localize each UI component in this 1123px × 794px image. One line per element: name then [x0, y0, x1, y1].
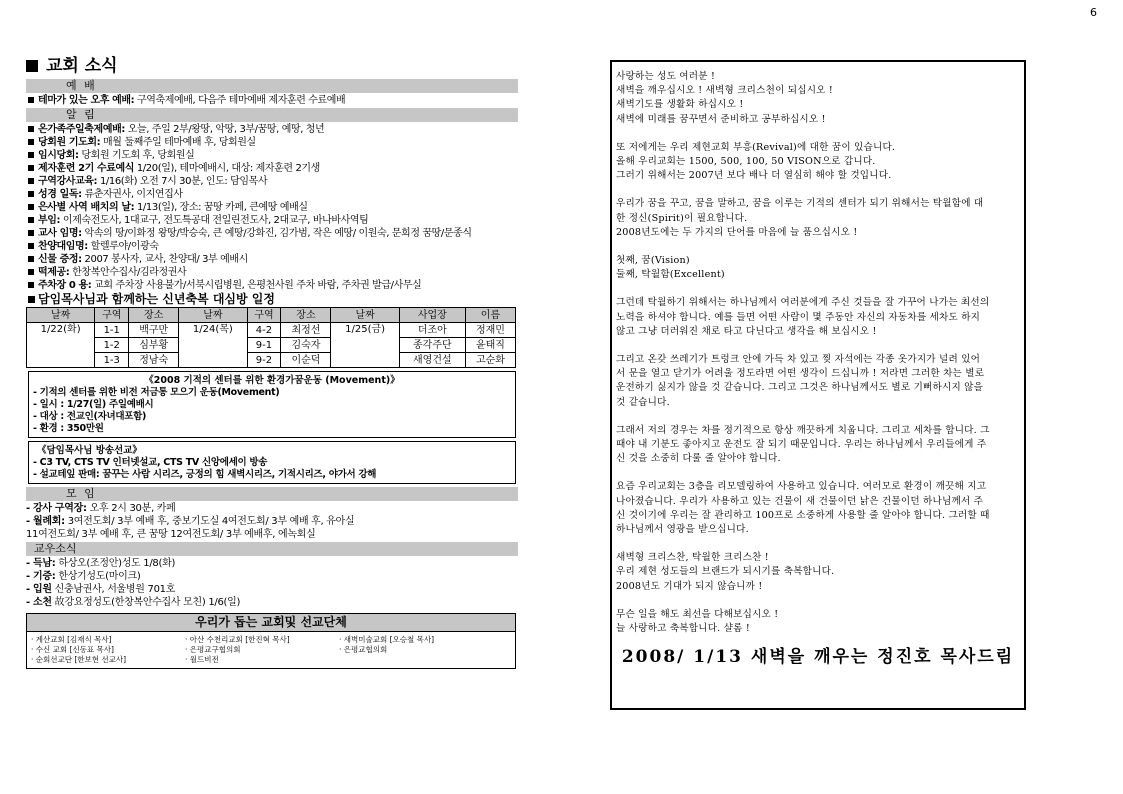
item-key: 구역강사교육:	[38, 176, 98, 187]
letter-line: 첫째, 꿈(Vision)	[616, 255, 690, 267]
paragraph-gap	[616, 183, 1020, 197]
movement-line: - 환경 : 350만원	[33, 423, 104, 434]
letter-line: 그리고 온갖 쓰레기가 트렁크 안에 가득 차 있고 찢 자석에는 각종 옷가지가 널려 있어	[616, 354, 981, 366]
item-key: 찬양대임명:	[38, 241, 88, 252]
item-key: 제자훈련 2기 수료예식	[38, 163, 135, 174]
movement-line: - 대상 : 전교인(자녀대포함)	[33, 411, 147, 422]
letter-body	[616, 70, 1020, 636]
item-text: 교회 주차장 사용불가/서북시립병원, 은평천사원 주차 바람, 주차권 발급/사무실	[91, 280, 422, 291]
letter-line: 우리가 꿈을 꾸고, 꿈을 말하고, 꿈을 이루는 기적의 센터가 되기 위해서는 탁월함에 대	[616, 198, 984, 210]
paragraph-gap	[616, 466, 1020, 480]
letter-line: 요즘 우리교회는 3층을 리모델링하여 사용하고 있습니다. 여러모로 환경이 깨끗해 지고	[616, 481, 987, 493]
schedule-cell: 1-3	[95, 353, 129, 368]
schedule-header-cell: 이름	[465, 308, 515, 323]
schedule-header-cell: 날짜	[331, 308, 399, 323]
item-text: 한상기성도(마이크)	[55, 571, 141, 582]
item-key: 성경 일독:	[38, 189, 82, 200]
page-title	[26, 55, 518, 77]
member-line	[26, 596, 518, 609]
square-bullet-icon	[26, 60, 38, 72]
page-number: 6	[1090, 6, 1097, 19]
letter-line: 한 정신(Spirit)이 필요합니다.	[616, 212, 748, 224]
letter-line: 신 것을 소중히 다룰 줄 알아야 합니다.	[616, 453, 781, 465]
partner-item: · 순회선교단 [한보현 선교사]	[31, 655, 127, 664]
schedule-table	[26, 307, 516, 368]
item-text: 당회원 기도회 후, 당회원실	[78, 150, 195, 161]
partners-grid	[27, 632, 515, 668]
notices-list	[26, 123, 518, 292]
table-row	[27, 323, 516, 338]
paragraph-gap	[616, 537, 1020, 551]
item-key: 당회원 기도회:	[38, 137, 101, 148]
item-key: - 소천	[26, 597, 52, 608]
notice-item	[26, 279, 518, 292]
item-text: 1/16(화) 오전 7시 30분, 인도: 담임목사	[97, 176, 268, 187]
schedule-header-cell: 날짜	[27, 308, 95, 323]
partner-item	[339, 655, 489, 665]
schedule-cell: 이순덕	[281, 353, 331, 368]
movement-line: - 일시 : 1/27(일) 주일예배시	[33, 399, 154, 410]
schedule-cell: 김숙자	[281, 338, 331, 353]
letter-line: 때야 내 기분도 좋아지고 운전도 잘 되기 때문입니다. 우리는 하나님께서 우리들에게 주	[616, 439, 987, 451]
item-key: - 강사 구역장:	[26, 503, 87, 514]
letter-signature: 2008/ 1/13 새벽을 깨우는 정진호 목사드림	[621, 647, 1015, 668]
meetings-list	[26, 502, 518, 541]
letter-line: 나아졌습니다. 우리가 사용하고 있는 건물이 새 건물이던 낡은 건물이던 하나님께서 주	[616, 495, 984, 507]
notice-item	[26, 214, 518, 227]
partner-item: · 수신 교회 [신동표 목사]	[31, 645, 114, 654]
schedule-cell: 윤태직	[465, 338, 515, 353]
notice-item	[26, 149, 518, 162]
letter-line: 무슨 일을 해도 최선을 다해보십시오 !	[616, 608, 779, 620]
item-key: 온가족주일축제예배:	[38, 124, 125, 135]
letter-line: 신 것이기에 우리는 잘 관리하고 100프로 소중하게 사용할 줄 알아야 합니다. 그러할 때	[616, 509, 990, 521]
item-text: 구역축제예배, 다음주 테마예배 제자훈련 수료예배	[134, 95, 346, 106]
schedule-title: 담임목사님과 함께하는 신년축복 대심방 일정	[26, 292, 518, 307]
movement-box	[28, 371, 516, 438]
item-text: 1/20(일), 테마예배시, 대상: 제자훈련 2기생	[134, 163, 320, 174]
item-text: 하상오(조정안)성도 1/8(화)	[55, 558, 176, 569]
item-key: 주차장 0 용:	[38, 280, 92, 291]
letter-line: 새벽형 크리스찬, 탁월한 크리스찬 !	[616, 552, 769, 564]
letter-line: 올해 우리교회는 1500, 500, 100, 50 VISON으로 갑니다.	[616, 156, 876, 168]
schedule-header-row	[27, 308, 516, 323]
schedule-cell: 종각주단	[399, 338, 465, 353]
schedule-cell: 새영건설	[399, 353, 465, 368]
paragraph-gap	[616, 410, 1020, 424]
item-key: - 기증:	[26, 571, 56, 582]
item-text: 한창복안수집사/김라정권사	[69, 267, 187, 278]
members-list	[26, 557, 518, 609]
item-key: 떡제공:	[38, 267, 70, 278]
item-key: 테마가 있는 오후 예배:	[38, 95, 135, 106]
movement-title: 《2008 기적의 센터를 위한 환경가꿈운동 (Movement)》	[144, 375, 400, 386]
meeting-line	[26, 502, 518, 515]
letter-line: 새벽을 깨우십시오 ! 새벽형 크리스천이 되십시오 !	[616, 85, 833, 97]
item-key: 임시당회:	[38, 150, 79, 161]
letter-line: 그런데 탁월하기 위해서는 하나님께서 여러분에게 주신 것들을 잘 가꾸어 나가는 최선의	[616, 297, 990, 309]
partners-title: 우리가 돕는 교회및 선교단체	[27, 614, 515, 632]
item-key: - 득남:	[26, 558, 56, 569]
paragraph-gap	[616, 282, 1020, 296]
letter-line: 사랑하는 성도 여러분 !	[616, 71, 716, 82]
letter-line: 서 문을 열고 닫기가 어려울 정도라면 어떤 생각이 드십니까 ! 저라면 그러한 차는 별로	[616, 368, 985, 380]
paragraph-gap	[616, 594, 1020, 608]
item-text: 신충남권사, 서울병원 701호	[51, 584, 176, 595]
item-text: 이제숙전도사, 1대교구, 전도특공대 전일린전도사, 2대교구, 바나바사역팀	[60, 215, 369, 226]
page-title-text: 교회 소식	[46, 56, 118, 76]
pastor-letter	[610, 60, 1026, 710]
letter-line: 새벽에 미래를 꿈꾸면서 준비하고 공부하십시오 !	[616, 113, 826, 125]
schedule-cell: 정남숙	[129, 353, 179, 368]
schedule-header-cell: 구역	[95, 308, 129, 323]
item-text: 1/13(일), 장소: 꿈땅 카페, 큰예땅 예배실	[134, 202, 308, 213]
letter-line: 새벽기도를 생활화 하십시오 !	[616, 99, 744, 111]
item-key: 교사 임명:	[38, 228, 82, 239]
letter-line: 우리 제현 성도들의 브랜드가 되시기를 축복합니다.	[616, 566, 835, 578]
meeting-line	[26, 515, 518, 528]
letter-line: 노력을 하셔야 합니다. 예를 들면 어떤 사람이 몇 주동안 자신의 자동차를 세차도 하지	[616, 311, 981, 323]
notice-item	[26, 136, 518, 149]
notice-item	[26, 162, 518, 175]
schedule-header-cell: 날짜	[179, 308, 247, 323]
member-line	[26, 570, 518, 583]
letter-line: 운전하기 싫지가 않을 것 같습니다. 그리고 그것은 하나님께서도 별로 기뻐하시지 않을	[616, 382, 984, 394]
item-key: - 월례회:	[26, 516, 65, 527]
notice-item	[26, 266, 518, 279]
schedule-header-cell: 장소	[129, 308, 179, 323]
partner-item: · 새벽미술교회 [오승철 목사]	[339, 635, 435, 644]
notice-item	[26, 253, 518, 266]
schedule-cell: 4-2	[247, 323, 281, 338]
members-header: 교우소식	[26, 542, 518, 556]
item-text: 2007 봉사자, 교사, 찬양대/ 3부 예배시	[81, 254, 248, 265]
broadcast-title: 《담임목사님 방송선교》	[37, 445, 142, 456]
notice-item	[26, 227, 518, 240]
item-text: 류춘자권사, 이지연집사	[81, 189, 183, 200]
schedule-cell: 9-1	[247, 338, 281, 353]
table-row	[27, 353, 516, 368]
notice-item	[26, 201, 518, 214]
partner-item: · 월드비전	[185, 655, 219, 664]
partner-item: · 계산교회 [김재식 목사]	[31, 635, 112, 644]
item-key: 은사별 사역 배치의 날:	[38, 202, 135, 213]
letter-line: 둘째, 탁월함(Excellent)	[616, 269, 725, 281]
item-key: 신물 증정:	[38, 254, 82, 265]
item-text: 할렐루야/이광숙	[87, 241, 159, 252]
member-line	[26, 557, 518, 570]
church-news-column	[26, 55, 518, 669]
movement-line: - 기적의 센터를 위한 비전 저금통 모으기 운동(Movement)	[33, 387, 280, 398]
meetings-header: 모 임	[26, 487, 518, 501]
schedule-cell: 백구만	[129, 323, 179, 338]
schedule-date-cell: 1/25(금)	[331, 323, 399, 368]
schedule-header-cell: 장소	[281, 308, 331, 323]
schedule-cell: 1-2	[95, 338, 129, 353]
notices-header: 알 림	[26, 108, 518, 122]
member-line	[26, 583, 518, 596]
worship-item	[26, 94, 518, 107]
notice-item	[26, 123, 518, 136]
letter-line: 그러기 위해서는 2007년 보다 배나 더 열심히 해야 할 것입니다.	[616, 170, 892, 182]
item-text: 매월 둘째주일 테마예배 후, 당회원실	[100, 137, 256, 148]
partner-item: · 아산 수천리교회 [한진혁 목사]	[185, 635, 290, 644]
letter-line: 2008년도 기대가 되지 않습니까 !	[616, 580, 763, 592]
paragraph-gap	[616, 127, 1020, 141]
schedule-date-cell: 1/22(화)	[27, 323, 95, 368]
schedule-cell: 더조아	[399, 323, 465, 338]
letter-line: 않고 그냥 더러워진 채로 타고 다닌다고 생각을 해 보십시오 !	[616, 325, 877, 337]
schedule-header-cell: 사업장	[399, 308, 465, 323]
schedule-header-cell: 구역	[247, 308, 281, 323]
partners-box	[26, 613, 516, 669]
schedule-date-cell: 1/24(목)	[179, 323, 247, 368]
letter-line: 그래서 저의 경우는 차를 정기적으로 항상 깨끗하게 치웁니다. 그리고 세차를 합니다. 그	[616, 424, 990, 436]
item-text: 오늘, 주일 2부/왕땅, 악땅, 3부/꿈땅, 예땅, 청년	[124, 124, 325, 135]
letter-line: 또 저에게는 우리 제현교회 부흥(Revival)에 대한 꿈이 있습니다.	[616, 141, 896, 153]
notice-item	[26, 175, 518, 188]
paragraph-gap	[616, 240, 1020, 254]
item-text: 악속의 땅/이화정 왕땅/박승숙, 큰 예땅/강화진, 김가범, 작은 예땅/ 이원숙, 문희정 꿈땅/문종식	[81, 228, 472, 239]
table-row	[27, 338, 516, 353]
broadcast-line: - 설교테잎 판매: 꿈꾸는 사람 시리즈, 긍정의 힘 새벽시리즈, 기적시리즈, 야가서 강해	[33, 469, 377, 480]
item-key: - 입원	[26, 584, 52, 595]
notice-item	[26, 188, 518, 201]
schedule-cell: 최정선	[281, 323, 331, 338]
letter-line: 늘 사랑하고 축복합니다. 샬롬 !	[616, 623, 750, 635]
schedule-cell: 1-1	[95, 323, 129, 338]
schedule-cell: 정재민	[465, 323, 515, 338]
notice-item	[26, 240, 518, 253]
partner-item: · 은평교구협의회	[185, 645, 241, 654]
schedule-cell: 고순화	[465, 353, 515, 368]
schedule-cell: 심부황	[129, 338, 179, 353]
broadcast-box	[28, 441, 516, 484]
item-text: 3여전도회/ 3부 예배 후, 중보기도실 4여전도회/ 3부 예배 후, 유아실	[64, 516, 355, 527]
item-key: 부임:	[38, 215, 61, 226]
item-text: 11여전도회/ 3부 예배 후, 큰 꿈땅 12여전도회/ 3부 예배후, 에녹회실	[26, 529, 316, 540]
worship-header: 예 배	[26, 79, 518, 93]
schedule-cell: 9-2	[247, 353, 281, 368]
paragraph-gap	[616, 339, 1020, 353]
item-text: 故강요정성도(한창복안수집사 모친) 1/6(일)	[51, 597, 241, 608]
letter-line: 것 같습니다.	[616, 396, 670, 408]
broadcast-line: - C3 TV, CTS TV 인터넷설교, CTS TV 신앙에세이 방송	[33, 457, 268, 468]
worship-list	[26, 94, 518, 107]
letter-line: 2008년도에는 두 가지의 단어를 마음에 늘 품으십시오 !	[616, 226, 858, 238]
meeting-line	[26, 528, 518, 541]
letter-line: 하나님께서 영광을 받으십니다.	[616, 524, 749, 536]
item-text: 오후 2시 30분, 카페	[86, 503, 176, 514]
partner-item: · 은평교협의회	[339, 645, 388, 654]
